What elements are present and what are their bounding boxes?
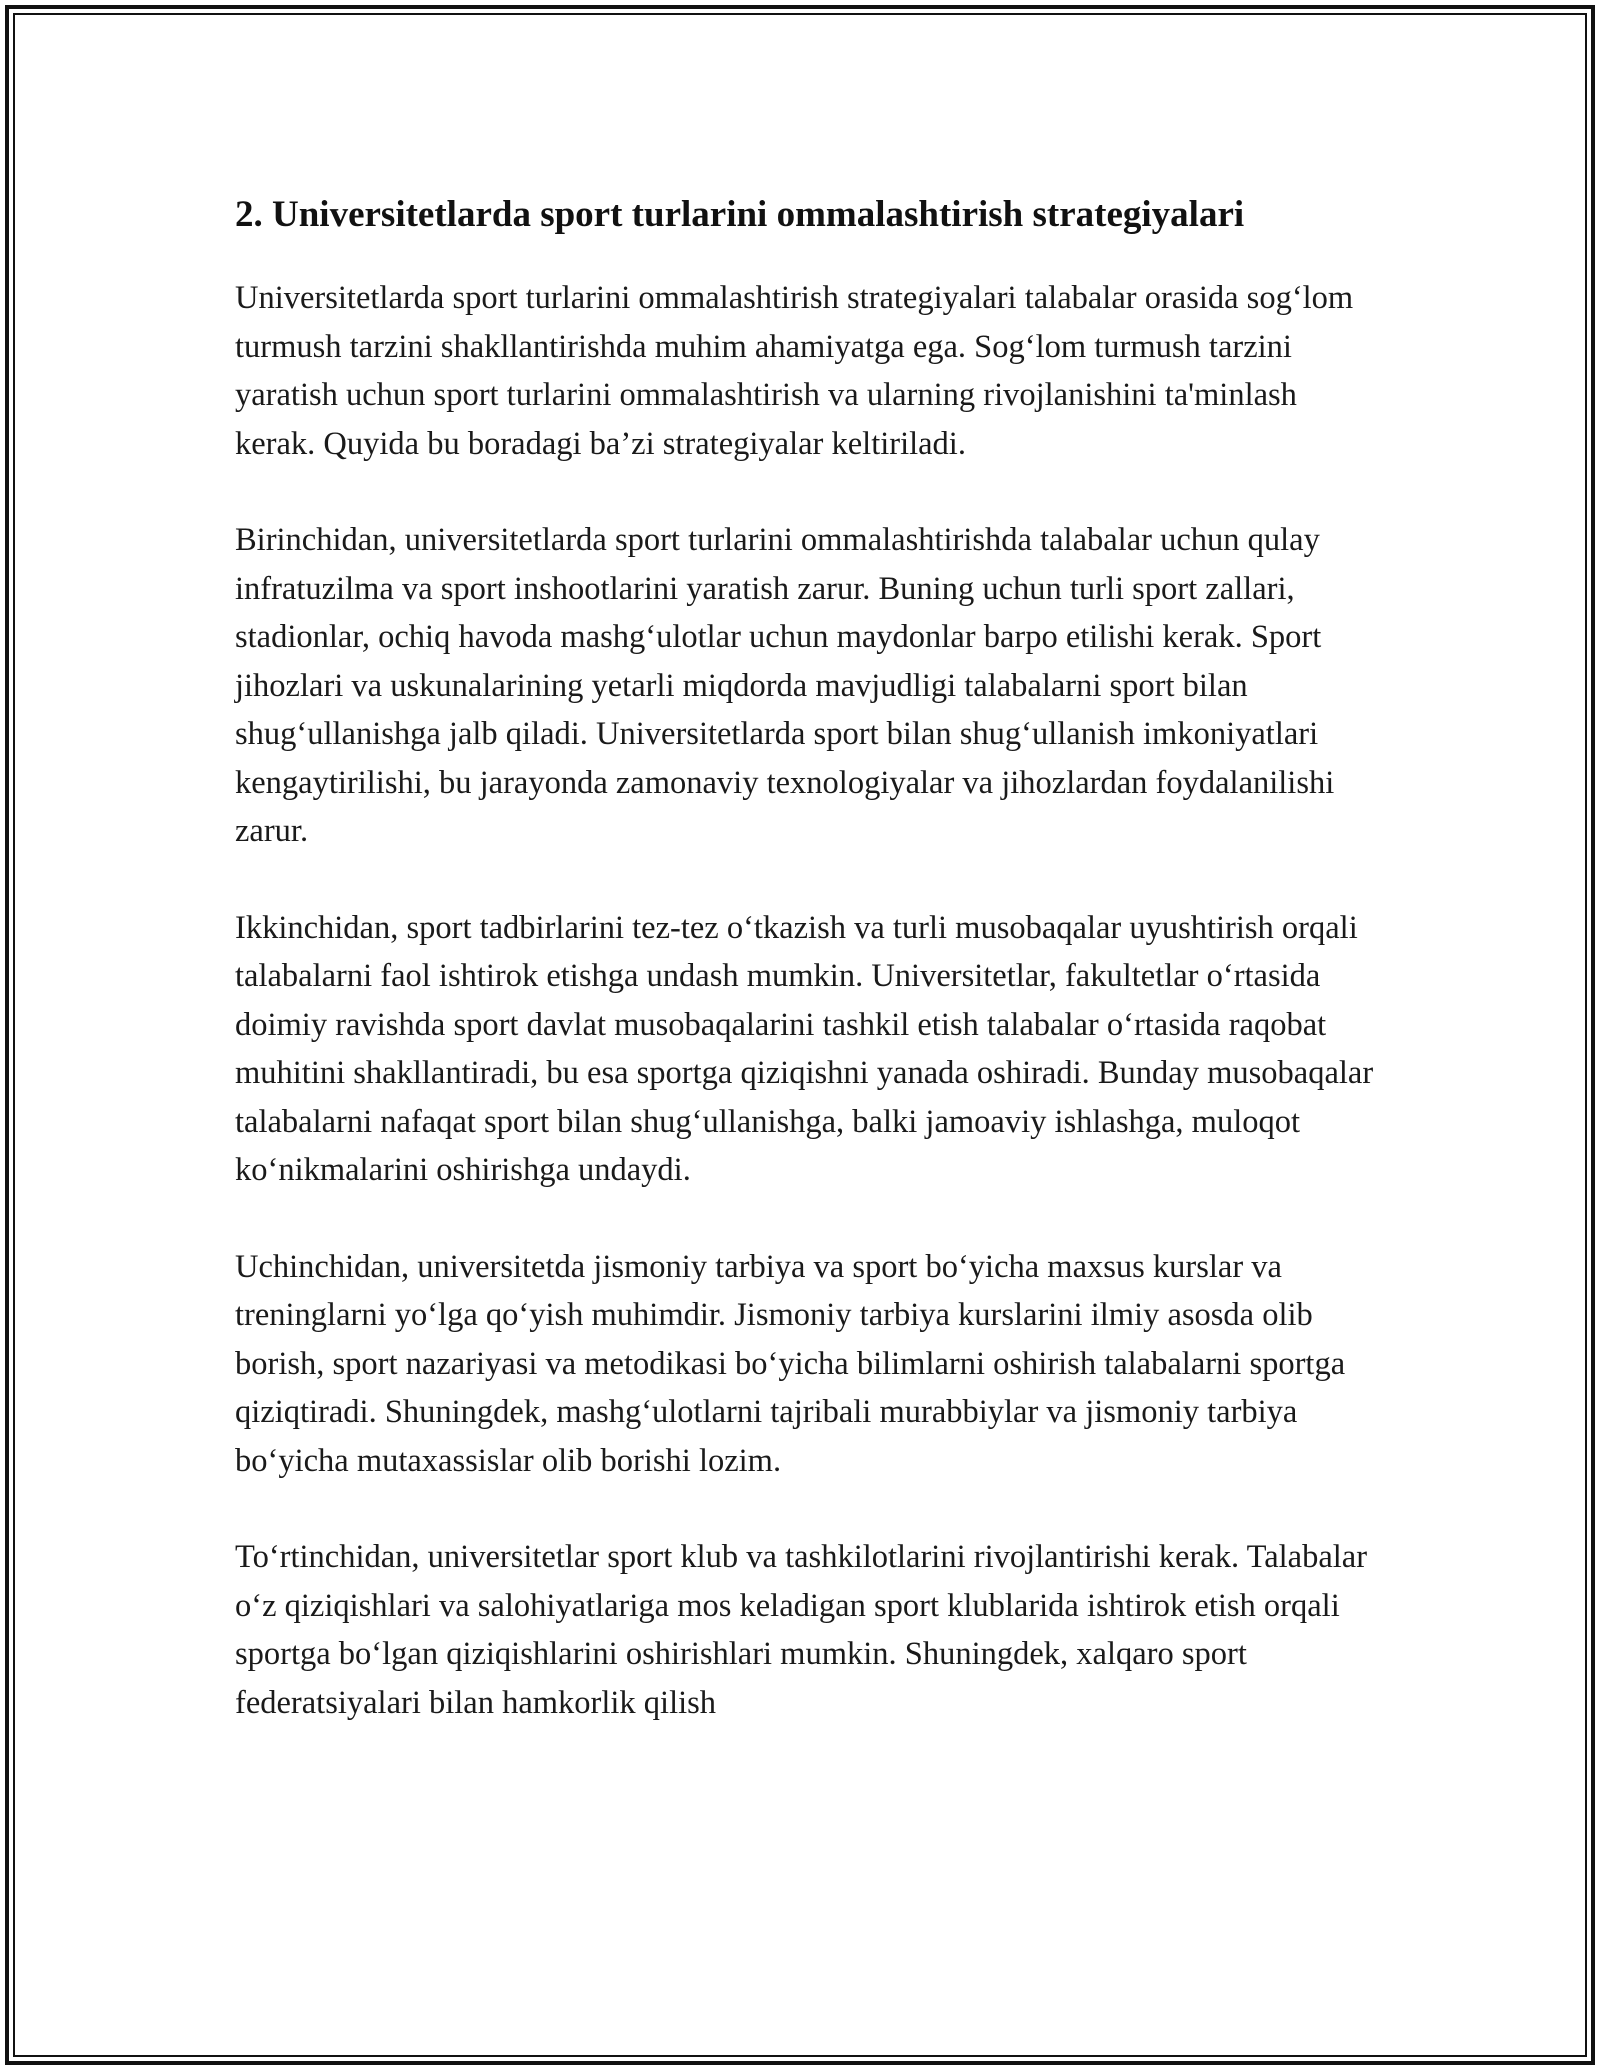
document-body (235, 274, 1385, 1727)
paragraph-third: Uchinchidan, universitetda jismoniy tarbiya va sport bo‘yicha maxsus kurslar va treninglarni yo‘lga qo‘yish muhimdir. Jismoniy tarbiya kurslarini ilmiy asosda olib borish, sport nazariyasi va metodikasi bo‘yicha bilimlarni oshirish talabalarni sportga qiziqtiradi. Shuningdek, mashg‘ulotlarni tajribali murabbiylar va jismoniy tarbiya bo‘yicha mutaxassislar olib borishi lozim. (235, 1248, 1346, 1479)
paragraph-second: Ikkinchidan, sport tadbirlarini tez-tez o‘tkazish va turli musobaqalar uyushtirish orqali talabalarni faol ishtirok etishga undash mumkin. Universitetlar, fakultetlar o‘rtasida doimiy ravishda sport davlat musobaqalarini tashkil etish talabalar o‘rtasida raqobat muhitini shakllantiradi, bu esa sportga qiziqishni yanada oshiradi. Bunday musobaqalar talabalarni nafaqat sport bilan shug‘ullanishga, balki jamoaviy ishlashga, muloqot ko‘nikmalarini oshirishga undaydi. (235, 909, 1374, 1188)
document-page (235, 187, 1385, 1727)
paragraph-intro: Universitetlarda sport turlarini ommalashtirish strategiyalari talabalar orasida sog‘lom turmush tarzini shakllantirishda muhim ahamiyatga ega. Sog‘lom turmush tarzini yaratish uchun sport turlarini ommalashtirish va ularning rivojlanishini ta'minlash kerak. Quyida bu boradagi ba’zi strategiyalar keltiriladi. (235, 280, 1354, 462)
section-heading: 2. Universitetlarda sport turlarini ommalashtirish strategiyalari (235, 194, 1245, 235)
paragraph-fourth: To‘rtinchidan, universitetlar sport klub va tashkilotlarini rivojlantirishi kerak. Talabalar o‘z qiziqishlari va salohiyatlariga mos keladigan sport klublarida ishtirok etish orqali sportga bo‘lgan qiziqishlarini oshirishlari mumkin. Shuningdek, xalqaro sport federatsiyalari bilan hamkorlik qilish (235, 1539, 1368, 1721)
paragraph-first: Birinchidan, universitetlarda sport turlarini ommalashtirishda talabalar uchun qulay infratuzilma va sport inshootlarini yaratish zarur. Buning uchun turli sport zallari, stadionlar, ochiq havoda mashg‘ulotlar uchun maydonlar barpo etilishi kerak. Sport jihozlari va uskunalarining yetarli miqdorda mavjudligi talabalarni sport bilan shug‘ullanishga jalb qiladi. Universitetlarda sport bilan shug‘ullanish imkoniyatlari kengaytirilishi, bu jarayonda zamonaviy texnologiyalar va jihozlardan foydalanilishi zarur. (235, 522, 1335, 849)
